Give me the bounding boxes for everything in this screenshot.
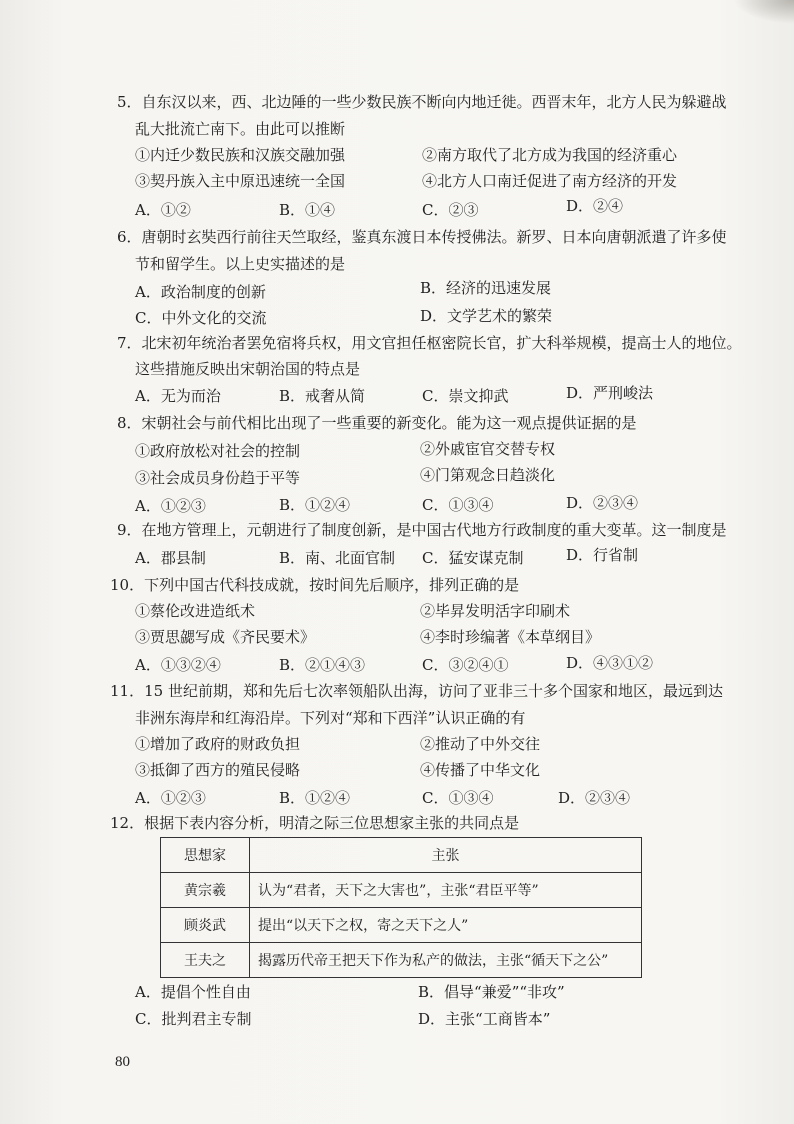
thinkers-table xyxy=(160,837,642,978)
q7-stem-line-2: 这些措施反映出宋朝治国的特点是 xyxy=(135,360,361,378)
q9-option-b: B．南、北面官制 xyxy=(279,549,396,567)
thinker-claim: 揭露历代帝王把天下作为私产的做法，主张“循天下之公” xyxy=(250,943,642,978)
q11-item-3: ③抵御了西方的殖民侵略 xyxy=(135,761,301,779)
table-header-row xyxy=(161,838,642,873)
q5-stem-line-1: 5．自东汉以来，西、北边陲的一些少数民族不断向内地迁徙。西晋末年，北方人民为躲避战 xyxy=(117,93,727,111)
q5-item-1: ①内迁少数民族和汉族交融加强 xyxy=(135,146,346,164)
table-row xyxy=(161,873,642,908)
q6-stem-line-1: 6．唐朝时玄奘西行前往天竺取经，鉴真东渡日本传授佛法。新罗、日本向唐朝派遣了许多使 xyxy=(117,228,727,246)
q7-stem-line-1: 7．北宋初年统治者罢免宿将兵权，用文官担任枢密院长官，扩大科举规模，提高士人的地位。 xyxy=(117,334,742,352)
q9-stem-line-1: 9．在地方管理上，元朝进行了制度创新，是中国古代地方行政制度的重大变革。这一制度是 xyxy=(117,521,727,539)
q11-stem-line-1: 11．15 世纪前期，郑和先后七次率领船队出海，访问了亚非三十多个国家和地区，最远到达 xyxy=(110,682,723,700)
table-header-thinker: 思想家 xyxy=(161,838,250,873)
q12-option-d: D．主张“工商皆本” xyxy=(418,1010,551,1028)
q10-option-b: B．②①④③ xyxy=(279,656,366,674)
q10-item-1: ①蔡伦改进造纸术 xyxy=(135,602,256,620)
q8-item-1: ①政府放松对社会的控制 xyxy=(135,442,301,460)
thinker-name: 黄宗羲 xyxy=(161,873,250,908)
q10-stem-line-1: 10．下列中国古代科技成就，按时间先后顺序，排列正确的是 xyxy=(110,576,520,594)
q8-option-d: D．②③④ xyxy=(566,494,639,512)
q6-option-b: B．经济的迅速发展 xyxy=(420,279,552,297)
q9-option-c: C．猛安谋克制 xyxy=(422,549,524,567)
q5-item-2: ②南方取代了北方成为我国的经济重心 xyxy=(422,146,678,164)
q12-option-b: B．倡导“兼爱”“非攻” xyxy=(418,983,565,1001)
q11-option-d: D．②③④ xyxy=(558,789,631,807)
q10-item-2: ②毕昇发明活字印刷术 xyxy=(420,602,571,620)
q11-option-b: B．①②④ xyxy=(279,789,351,807)
scan-shadow xyxy=(734,0,794,24)
q9-option-a: A．郡县制 xyxy=(135,549,206,567)
q6-option-a: A．政治制度的创新 xyxy=(135,283,266,301)
q5-item-3: ③契丹族入主中原迅速统一全国 xyxy=(135,172,346,190)
q6-stem-line-2: 节和留学生。以上史实描述的是 xyxy=(135,255,346,273)
q8-option-a: A．①②③ xyxy=(135,497,206,515)
q11-item-2: ②推动了中外交往 xyxy=(420,735,541,753)
q11-stem-line-2: 非洲东海岸和红海沿岸。下列对“郑和下西洋”认识正确的有 xyxy=(135,709,526,727)
q10-item-4: ④李时珍编著《本草纲目》 xyxy=(420,628,601,646)
q11-option-a: A．①②③ xyxy=(135,789,206,807)
q8-option-b: B．①②④ xyxy=(279,496,351,514)
q7-option-a: A．无为而治 xyxy=(135,387,221,405)
q6-option-d: D．文学艺术的繁荣 xyxy=(420,307,553,325)
thinker-claim: 提出“以天下之权，寄之天下之人” xyxy=(250,908,642,943)
q7-option-d: D．严刑峻法 xyxy=(566,384,654,402)
q12-option-a: A．提倡个性自由 xyxy=(135,983,251,1001)
q8-item-2: ②外戚宦官交替专权 xyxy=(420,440,556,458)
q12-stem-line-1: 12．根据下表内容分析，明清之际三位思想家主张的共同点是 xyxy=(110,814,520,832)
q8-option-c: C．①③④ xyxy=(422,496,494,514)
q11-option-c: C．①③④ xyxy=(422,789,494,807)
q5-stem-line-2: 乱大批流亡南下。由此可以推断 xyxy=(135,120,346,138)
q10-item-3: ③贾思勰写成《齐民要术》 xyxy=(135,628,316,646)
q8-item-3: ③社会成员身份趋于平等 xyxy=(135,469,301,487)
q7-option-b: B．戒奢从简 xyxy=(279,387,366,405)
q8-item-4: ④门第观念日趋淡化 xyxy=(420,466,556,484)
q6-option-c: C．中外文化的交流 xyxy=(135,309,267,327)
table-header-claim: 主张 xyxy=(250,838,642,873)
q11-item-4: ④传播了中华文化 xyxy=(420,761,541,779)
thinker-claim: 认为“君者，天下之大害也”，主张“君臣平等” xyxy=(250,873,642,908)
q10-option-a: A．①③②④ xyxy=(135,656,221,674)
q5-item-4: ④北方人口南迁促进了南方经济的开发 xyxy=(422,172,678,190)
q12-option-c: C．批判君主专制 xyxy=(135,1010,252,1028)
q5-option-a: A．①② xyxy=(135,201,191,219)
q5-option-c: C．②③ xyxy=(422,201,479,219)
table-row xyxy=(161,943,642,978)
q7-option-c: C．崇文抑武 xyxy=(422,387,509,405)
q8-stem-line-1: 8．宋朝社会与前代相比出现了一些重要的新变化。能为这一观点提供证据的是 xyxy=(117,414,637,432)
page-number: 80 xyxy=(115,1054,130,1070)
q9-option-d: D．行省制 xyxy=(566,546,639,564)
q10-option-d: D．④③①② xyxy=(566,654,654,672)
q5-option-d: D．②④ xyxy=(566,197,624,215)
table-row xyxy=(161,908,642,943)
thinker-name: 顾炎武 xyxy=(161,908,250,943)
q5-option-b: B．①④ xyxy=(279,201,336,219)
q11-item-1: ①增加了政府的财政负担 xyxy=(135,735,301,753)
q10-option-c: C．③②④① xyxy=(422,656,509,674)
thinker-name: 王夫之 xyxy=(161,943,250,978)
